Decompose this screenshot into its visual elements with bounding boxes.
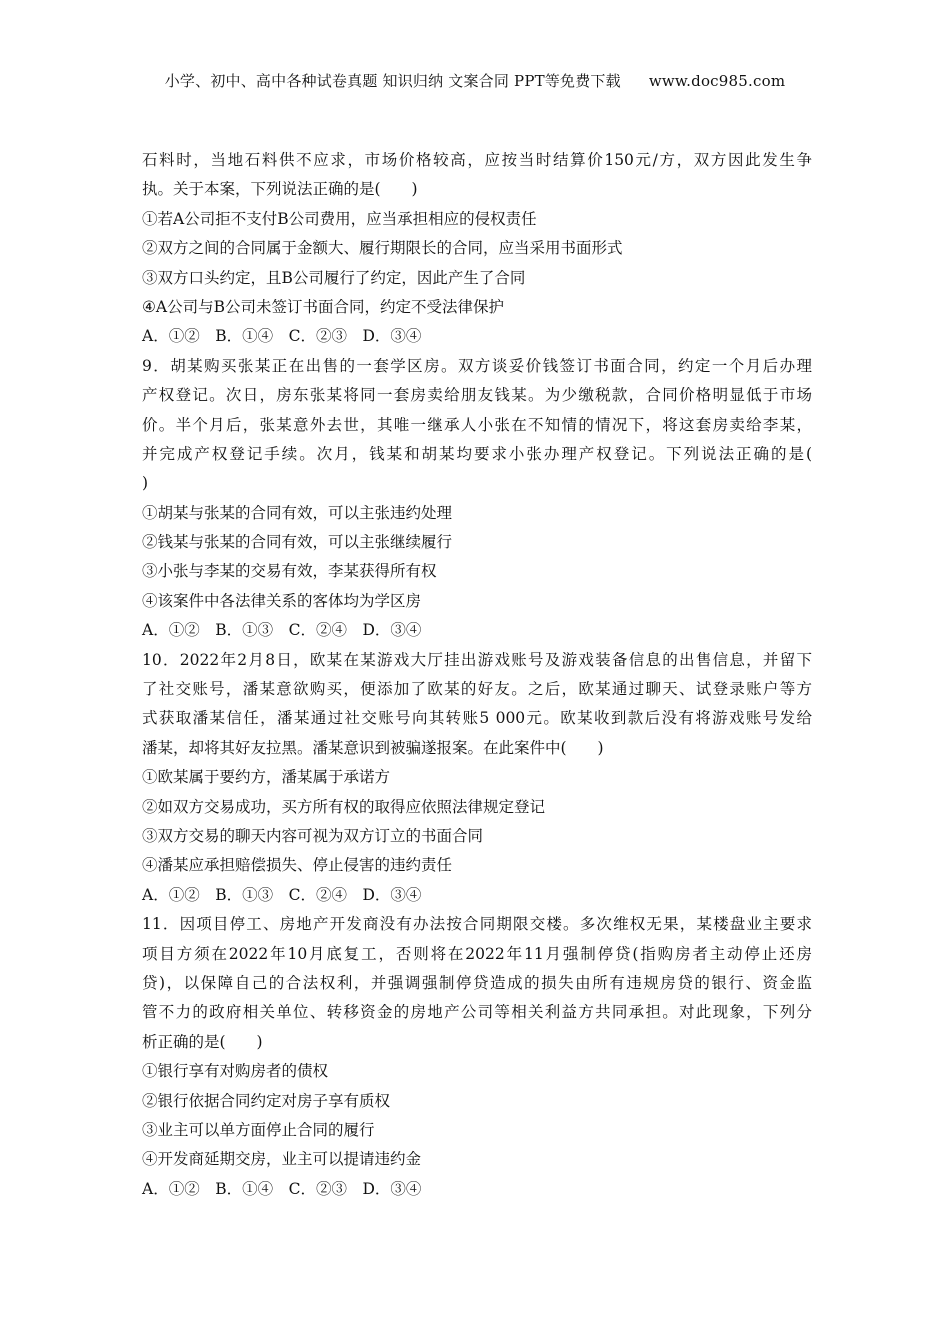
question-stem-line: ) — [142, 474, 149, 493]
question-stem-line: 并完成产权登记手续。次月，钱某和胡某均要求小张办理产权登记。下列说法正确的是( — [142, 444, 812, 463]
option-2: ②双方之间的合同属于金额大、履行期限长的合同，应当采用书面形式 — [142, 239, 623, 258]
answer-choices: A．①② B．①③ C．②④ D．③④ — [142, 885, 422, 904]
question-stem-line: 11．因项目停工、房地产开发商没有办法按合同期限交楼。多次维权无果，某楼盘业主要求 — [142, 915, 812, 934]
question-10 — [142, 646, 812, 911]
option-1: ①若A公司拒不支付B公司费用，应当承担相应的侵权责任 — [142, 209, 537, 228]
answer-choices: A．①② B．①③ C．②④ D．③④ — [142, 621, 422, 640]
header-text: 小学、初中、高中各种试卷真题 知识归纳 文案合同 PPT等免费下载 — [164, 72, 621, 90]
option-3: ③业主可以单方面停止合同的履行 — [142, 1120, 375, 1139]
document-body — [142, 146, 812, 1204]
option-2: ②如双方交易成功，买方所有权的取得应依照法律规定登记 — [142, 797, 546, 816]
question-8 — [142, 146, 812, 352]
question-stem-line: 项目方须在2022年10月底复工，否则将在2022年11月强制停贷(指购房者主动停止还房 — [142, 944, 812, 963]
question-11 — [142, 910, 812, 1204]
question-9 — [142, 352, 812, 646]
option-2: ②钱某与张某的合同有效，可以主张继续履行 — [142, 533, 453, 552]
question-stem-line: 产权登记。次日，房东张某将同一套房卖给朋友钱某。为少缴税款，合同价格明显低于市场 — [142, 386, 812, 405]
question-stem-line: 潘某，却将其好友拉黑。潘某意识到被骗遂报案。在此案件中( ) — [142, 738, 604, 757]
option-4: ④该案件中各法律关系的客体均为学区房 — [142, 591, 422, 610]
answer-choices: A．①② B．①④ C．②③ D．③④ — [142, 327, 422, 346]
page-header — [0, 70, 950, 91]
question-stem-line: 贷)，以保障自己的合法权利，并强调强制停贷造成的损失由所有违规房贷的银行、资金监 — [142, 973, 812, 992]
question-stem-line: 了社交账号，潘某意欲购买，便添加了欧某的好友。之后，欧某通过聊天、试登录账户等方 — [142, 680, 812, 699]
option-4: ④潘某应承担赔偿损失、停止侵害的违约责任 — [142, 856, 453, 875]
option-1: ①欧某属于要约方，潘某属于承诺方 — [142, 768, 391, 787]
question-stem-line: 执。关于本案，下列说法正确的是( ) — [142, 180, 418, 199]
question-stem-line: 石料时，当地石料供不应求，市场价格较高，应按当时结算价150元/方，双方因此发生争 — [142, 151, 812, 169]
option-3: ③小张与李某的交易有效，李某获得所有权 — [142, 562, 437, 581]
question-stem-line: 管不力的政府相关单位、转移资金的房地产公司等相关利益方共同承担。对此现象，下列分 — [142, 1003, 812, 1022]
question-stem-line: 10．2022年2月8日，欧某在某游戏大厅挂出游戏账号及游戏装备信息的出售信息，并留下 — [142, 650, 812, 669]
question-stem-line: 9．胡某购买张某正在出售的一套学区房。双方谈妥价钱签订书面合同，约定一个月后办理 — [142, 356, 812, 375]
option-4: ④开发商延期交房，业主可以提请违约金 — [142, 1150, 422, 1169]
option-4: ④A公司与B公司未签订书面合同，约定不受法律保护 — [142, 297, 504, 316]
option-2: ②银行依据合同约定对房子享有质权 — [142, 1091, 391, 1110]
header-site: www.doc985.com — [648, 72, 786, 90]
option-1: ①胡某与张某的合同有效，可以主张违约处理 — [142, 503, 453, 522]
option-3: ③双方交易的聊天内容可视为双方订立的书面合同 — [142, 826, 484, 845]
option-3: ③双方口头约定，且B公司履行了约定，因此产生了合同 — [142, 268, 526, 287]
question-stem-line: 价。半个月后，张某意外去世，其唯一继承人小张在不知情的情况下，将这套房卖给李某， — [142, 415, 812, 434]
question-stem-line: 析正确的是( ) — [142, 1032, 263, 1051]
answer-choices: A．①② B．①④ C．②③ D．③④ — [142, 1179, 422, 1198]
option-1: ①银行享有对购房者的债权 — [142, 1062, 329, 1081]
question-stem-line: 式获取潘某信任，潘某通过社交账号向其转账5 000元。欧某收到款后没有将游戏账号发给 — [142, 709, 812, 728]
